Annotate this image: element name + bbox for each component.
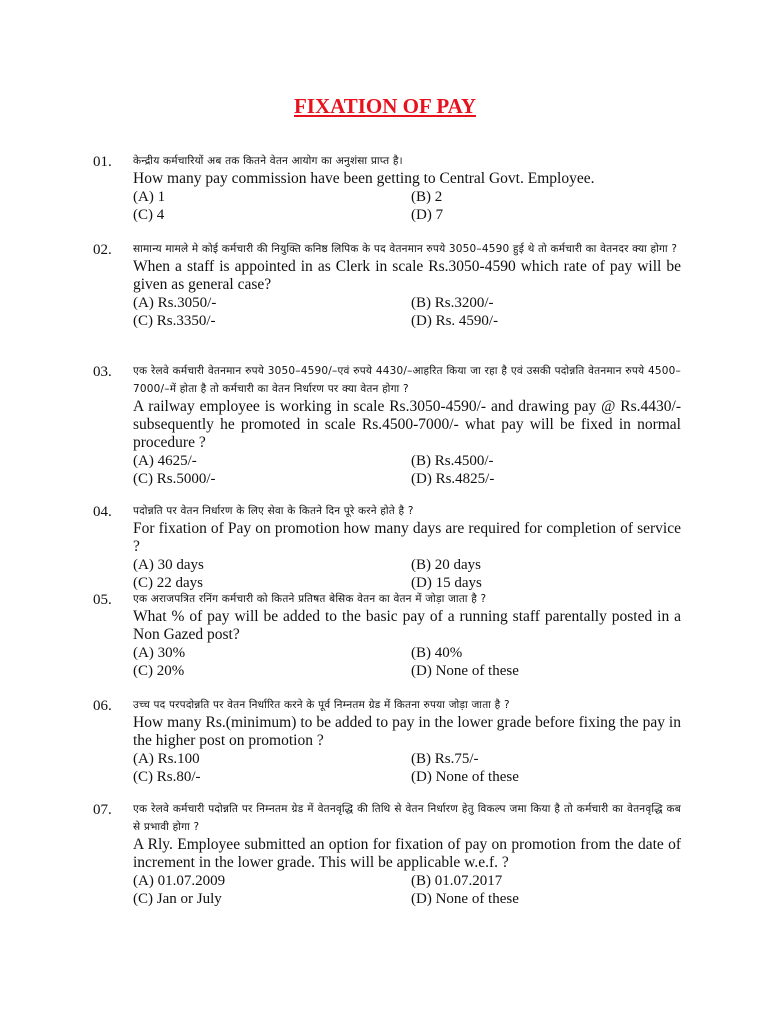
option-a: (A) 1 [133, 189, 166, 205]
option-d: (D) Rs. 4590/- [411, 313, 499, 329]
question-english: For fixation of Pay on promotion how many days are required for completion of service ? [133, 520, 681, 555]
option-c: (C) 22 days [133, 575, 203, 591]
option-d: (D) None of these [411, 663, 519, 679]
option-c: (C) Rs.3350/- [133, 313, 216, 329]
options-grid [133, 750, 681, 786]
page-title: FIXATION OF PAY [293, 94, 476, 118]
question-number: 07. [93, 802, 112, 818]
option-d: (D) 15 days [411, 575, 482, 591]
option-c: (C) Rs.80/- [133, 769, 201, 785]
question-number: 04. [93, 504, 112, 520]
option-b: (B) 20 days [411, 557, 481, 573]
question-hindi: केन्द्रीय कर्मचारियों अब तक कितने वेतन आयोग का अनुशंसा प्राप्त है। [133, 155, 403, 167]
question-hindi: एक रेलवे कर्मचारी वेतनमान रुपये 3050–4590/–एवं रुपये 4430/–आहरित किया जा रहा है एवं उसकी पदोन्नति वेतनमान रुपये 4500–7000/–में होता है तो कर्मचारी का वेतन निर्धारण पर क्या वेतन होगा ? [133, 365, 681, 395]
option-a: (A) Rs.3050/- [133, 295, 217, 311]
question-hindi: एक अराजपत्रित रनिंग कर्मचारी को कितने प्रतिषत बेसिक वेतन का वेतन में जोड़ा जाता है ? [133, 593, 487, 605]
option-b: (B) Rs.75/- [411, 751, 479, 767]
question-number: 06. [93, 698, 112, 714]
option-c: (C) Jan or July [133, 891, 222, 907]
option-a: (A) 30% [133, 645, 186, 661]
question-english: How many Rs.(minimum) to be added to pay in the lower grade before fixing the pay in the higher post on promotion ? [133, 714, 681, 749]
options-grid [133, 872, 681, 908]
option-a: (A) 4625/- [133, 453, 197, 469]
question-hindi: पदोन्नति पर वेतन निर्धारण के लिए सेवा के कितने दिन पूरे करने होते है ? [133, 505, 414, 517]
question-hindi: उच्च पद परपदोन्नति पर वेतन निर्धारित करने के पूर्व निम्नतम ग्रेड में कितना रुपया जोड़ा जाता है ? [133, 699, 510, 711]
option-b: (B) Rs.4500/- [411, 453, 494, 469]
question-english: How many pay commission have been getting to Central Govt. Employee. [133, 170, 595, 187]
question-number: 01. [93, 154, 112, 170]
option-d: (D) Rs.4825/- [411, 471, 495, 487]
option-a: (A) 01.07.2009 [133, 873, 226, 889]
question-number: 03. [93, 364, 112, 380]
question-english: What % of pay will be added to the basic pay of a running staff parentally posted in a Non Gazed post? [133, 608, 681, 643]
option-d: (D) 7 [411, 207, 444, 223]
options-grid [133, 644, 681, 680]
option-c: (C) 4 [133, 207, 165, 223]
option-b: (B) 2 [411, 189, 443, 205]
question-number: 02. [93, 242, 112, 258]
question-english: A Rly. Employee submitted an option for fixation of pay on promotion from the date of increment in the lower grade. This will be applicable w.e.f. ? [133, 836, 681, 871]
option-b: (B) 40% [411, 645, 463, 661]
option-a: (A) Rs.100 [133, 751, 200, 767]
options-grid [133, 188, 681, 224]
options-grid [133, 452, 681, 488]
options-grid [133, 294, 681, 330]
question-hindi: सामान्य मामले मे कोई कर्मचारी की नियुक्ति कनिष्ठ लिपिक के पद वेतनमान रुपये 3050–4590 हुई थे तो कर्मचारी का वेतनदर क्या होगा ? [133, 243, 678, 255]
option-d: (D) None of these [411, 891, 519, 907]
option-a: (A) 30 days [133, 557, 204, 573]
option-c: (C) Rs.5000/- [133, 471, 216, 487]
option-c: (C) 20% [133, 663, 185, 679]
question-english: A railway employee is working in scale Rs.3050-4590/- and drawing pay @ Rs.4430/- subsequently he promoted in scale Rs.4500-7000/- what pay will be fixed in normal procedure ? [133, 398, 681, 451]
options-grid [133, 556, 681, 592]
question-hindi: एक रेलवे कर्मचारी पदोन्नति पर निम्नतम ग्रेड में वेतनवृद्धि की तिथि से वेतन निर्धारण हेतु विकल्प जमा किया है तो कर्मचारी का वेतनवृद्धि कब से प्रभावी होगा ? [133, 803, 681, 833]
question-english: When a staff is appointed in as Clerk in scale Rs.3050-4590 which rate of pay will be given as general case? [133, 258, 681, 293]
option-b: (B) Rs.3200/- [411, 295, 494, 311]
option-b: (B) 01.07.2017 [411, 873, 503, 889]
question-number: 05. [93, 592, 112, 608]
option-d: (D) None of these [411, 769, 519, 785]
